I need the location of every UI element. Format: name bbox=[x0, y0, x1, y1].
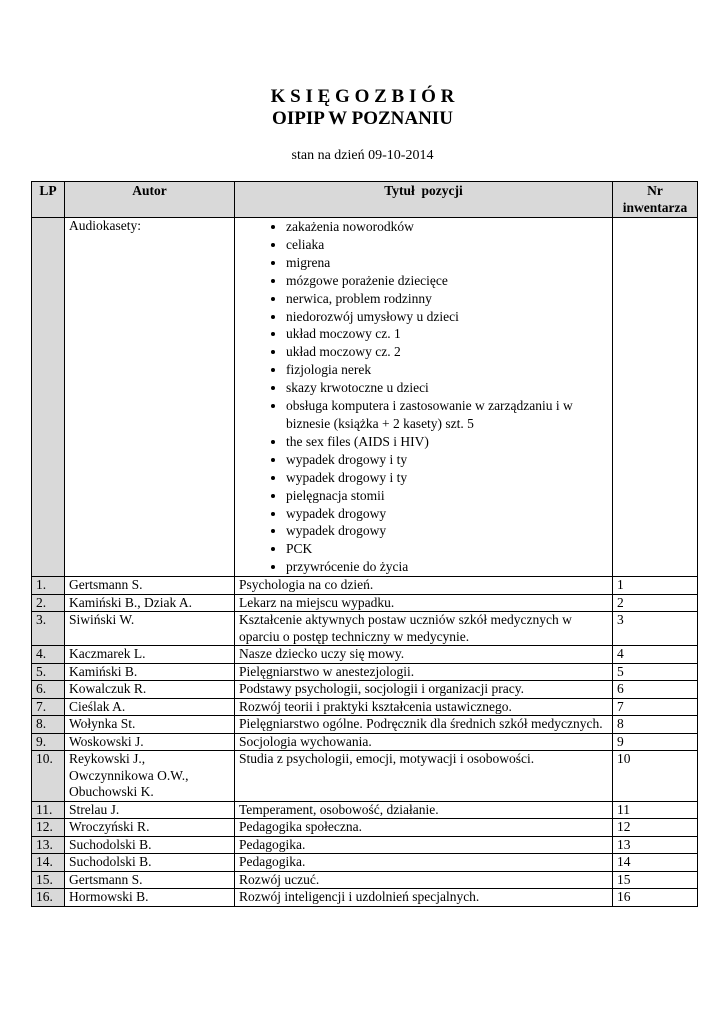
cell-inventory-number: 13 bbox=[613, 836, 698, 854]
cell-lp: 13. bbox=[32, 836, 65, 854]
audiocassette-item: • układ moczowy cz. 1 bbox=[286, 325, 608, 343]
table-row bbox=[32, 871, 698, 889]
cell-lp: 11. bbox=[32, 801, 65, 819]
cell-lp: 16. bbox=[32, 889, 65, 907]
title-line-1: K S I Ę G O Z B I Ó R bbox=[270, 86, 455, 107]
cell-author: Suchodolski B. bbox=[65, 836, 235, 854]
table-row bbox=[32, 577, 698, 595]
cell-inventory-number: 3 bbox=[613, 612, 698, 646]
audiocassette-item: • wypadek drogowy i ty bbox=[286, 469, 608, 487]
table-row bbox=[32, 663, 698, 681]
audiocassette-item: • przywrócenie do życia bbox=[286, 558, 608, 576]
cell-inventory-number: 14 bbox=[613, 854, 698, 872]
cell-author: Audiokasety: bbox=[65, 218, 235, 577]
table-row bbox=[32, 733, 698, 751]
cell-title bbox=[235, 218, 613, 577]
cell-author: Kaczmarek L. bbox=[65, 646, 235, 664]
cell-inventory-number: 11 bbox=[613, 801, 698, 819]
audiocassette-list bbox=[239, 218, 608, 576]
audiocassette-item: • PCK bbox=[286, 540, 608, 558]
inventory-table bbox=[31, 181, 698, 907]
table-row bbox=[32, 646, 698, 664]
table-row bbox=[32, 698, 698, 716]
cell-lp: 1. bbox=[32, 577, 65, 595]
table-row bbox=[32, 594, 698, 612]
cell-inventory-number: 2 bbox=[613, 594, 698, 612]
cell-inventory-number bbox=[613, 218, 698, 577]
table-row bbox=[32, 836, 698, 854]
audiocassette-item: • mózgowe porażenie dziecięce bbox=[286, 272, 608, 290]
cell-lp: 7. bbox=[32, 698, 65, 716]
audiocassette-item: • migrena bbox=[286, 254, 608, 272]
cell-title: Rozwój uczuć. bbox=[235, 871, 613, 889]
table-row-audiocassettes bbox=[32, 218, 698, 577]
table-row bbox=[32, 819, 698, 837]
cell-author: Suchodolski B. bbox=[65, 854, 235, 872]
cell-title: Rozwój inteligencji i uzdolnień specjalnych. bbox=[235, 889, 613, 907]
cell-lp: 5. bbox=[32, 663, 65, 681]
audiocassette-item: • wypadek drogowy i ty bbox=[286, 451, 608, 469]
cell-author: Siwiński W. bbox=[65, 612, 235, 646]
cell-author: Woskowski J. bbox=[65, 733, 235, 751]
table-row bbox=[32, 889, 698, 907]
column-header-lp: LP bbox=[32, 182, 65, 218]
cell-author: Kamiński B. bbox=[65, 663, 235, 681]
cell-lp: 15. bbox=[32, 871, 65, 889]
cell-author: Kamiński B., Dziak A. bbox=[65, 594, 235, 612]
audiocassette-item: • nerwica, problem rodzinny bbox=[286, 290, 608, 308]
table-row bbox=[32, 751, 698, 802]
cell-inventory-number: 15 bbox=[613, 871, 698, 889]
cell-title: Lekarz na miejscu wypadku. bbox=[235, 594, 613, 612]
cell-title: Studia z psychologii, emocji, motywacji i osobowości. bbox=[235, 751, 613, 802]
table-row bbox=[32, 612, 698, 646]
audiocassette-item: • wypadek drogowy bbox=[286, 505, 608, 523]
cell-lp: 3. bbox=[32, 612, 65, 646]
audiocassette-item: • wypadek drogowy bbox=[286, 522, 608, 540]
header-row bbox=[32, 182, 698, 218]
column-header-inventory-number: Nr inwentarza bbox=[613, 182, 698, 218]
cell-author: Hormowski B. bbox=[65, 889, 235, 907]
date-line: stan na dzień 09-10-2014 bbox=[291, 148, 434, 163]
table-row bbox=[32, 854, 698, 872]
cell-title: Socjologia wychowania. bbox=[235, 733, 613, 751]
cell-title: Pedagogika społeczna. bbox=[235, 819, 613, 837]
audiocassette-item: • obsługa komputera i zastosowanie w zarządzaniu i w biznesie (książka + 2 kasety) szt. 5 bbox=[286, 397, 608, 433]
cell-inventory-number: 6 bbox=[613, 681, 698, 699]
cell-inventory-number: 5 bbox=[613, 663, 698, 681]
cell-lp: 14. bbox=[32, 854, 65, 872]
cell-lp: 4. bbox=[32, 646, 65, 664]
table-row bbox=[32, 801, 698, 819]
cell-title: Pielęgniarstwo ogólne. Podręcznik dla średnich szkół medycznych. bbox=[235, 716, 613, 734]
column-header-author: Autor bbox=[65, 182, 235, 218]
table-row bbox=[32, 681, 698, 699]
cell-author: Wroczyński R. bbox=[65, 819, 235, 837]
cell-author: Wołynka St. bbox=[65, 716, 235, 734]
cell-title: Podstawy psychologii, socjologii i organizacji pracy. bbox=[235, 681, 613, 699]
cell-inventory-number: 9 bbox=[613, 733, 698, 751]
cell-author: Reykowski J., Owczynnikowa O.W., Obuchowski K. bbox=[65, 751, 235, 802]
audiocassette-item: • celiaka bbox=[286, 236, 608, 254]
cell-inventory-number: 12 bbox=[613, 819, 698, 837]
cell-title: Rozwój teorii i praktyki kształcenia ustawicznego. bbox=[235, 698, 613, 716]
cell-inventory-number: 8 bbox=[613, 716, 698, 734]
cell-title: Kształcenie aktywnych postaw uczniów szkół medycznych w oparciu o postęp techniczny w medycynie. bbox=[235, 612, 613, 646]
cell-inventory-number: 10 bbox=[613, 751, 698, 802]
audiocassette-item: • the sex files (AIDS i HIV) bbox=[286, 433, 608, 451]
cell-inventory-number: 16 bbox=[613, 889, 698, 907]
cell-inventory-number: 4 bbox=[613, 646, 698, 664]
cell-inventory-number: 1 bbox=[613, 577, 698, 595]
audiocassette-item: • układ moczowy cz. 2 bbox=[286, 343, 608, 361]
table-row bbox=[32, 716, 698, 734]
cell-lp: 6. bbox=[32, 681, 65, 699]
audiocassette-item: • pielęgnacja stomii bbox=[286, 487, 608, 505]
cell-author: Cieślak A. bbox=[65, 698, 235, 716]
cell-title: Pielęgniarstwo w anestezjologii. bbox=[235, 663, 613, 681]
cell-inventory-number: 7 bbox=[613, 698, 698, 716]
audiocassette-item: • skazy krwotoczne u dzieci bbox=[286, 379, 608, 397]
cell-lp: 10. bbox=[32, 751, 65, 802]
cell-title: Nasze dziecko uczy się mowy. bbox=[235, 646, 613, 664]
cell-author: Strelau J. bbox=[65, 801, 235, 819]
cell-title: Pedagogika. bbox=[235, 836, 613, 854]
cell-lp: 8. bbox=[32, 716, 65, 734]
cell-title: Pedagogika. bbox=[235, 854, 613, 872]
cell-lp: 2. bbox=[32, 594, 65, 612]
cell-author: Gertsmann S. bbox=[65, 577, 235, 595]
audiocassette-item: • fizjologia nerek bbox=[286, 361, 608, 379]
cell-lp: 12. bbox=[32, 819, 65, 837]
cell-lp: 9. bbox=[32, 733, 65, 751]
cell-author: Kowalczuk R. bbox=[65, 681, 235, 699]
document-title bbox=[0, 86, 725, 130]
cell-title: Psychologia na co dzień. bbox=[235, 577, 613, 595]
cell-author: Gertsmann S. bbox=[65, 871, 235, 889]
title-line-2: OIPIP W POZNANIU bbox=[272, 108, 453, 129]
column-header-title: Tytuł pozycji bbox=[235, 182, 613, 218]
audiocassette-item: • niedorozwój umysłowy u dzieci bbox=[286, 308, 608, 326]
audiocassette-item: • zakażenia noworodków bbox=[286, 218, 608, 236]
cell-lp bbox=[32, 218, 65, 577]
cell-title: Temperament, osobowość, działanie. bbox=[235, 801, 613, 819]
